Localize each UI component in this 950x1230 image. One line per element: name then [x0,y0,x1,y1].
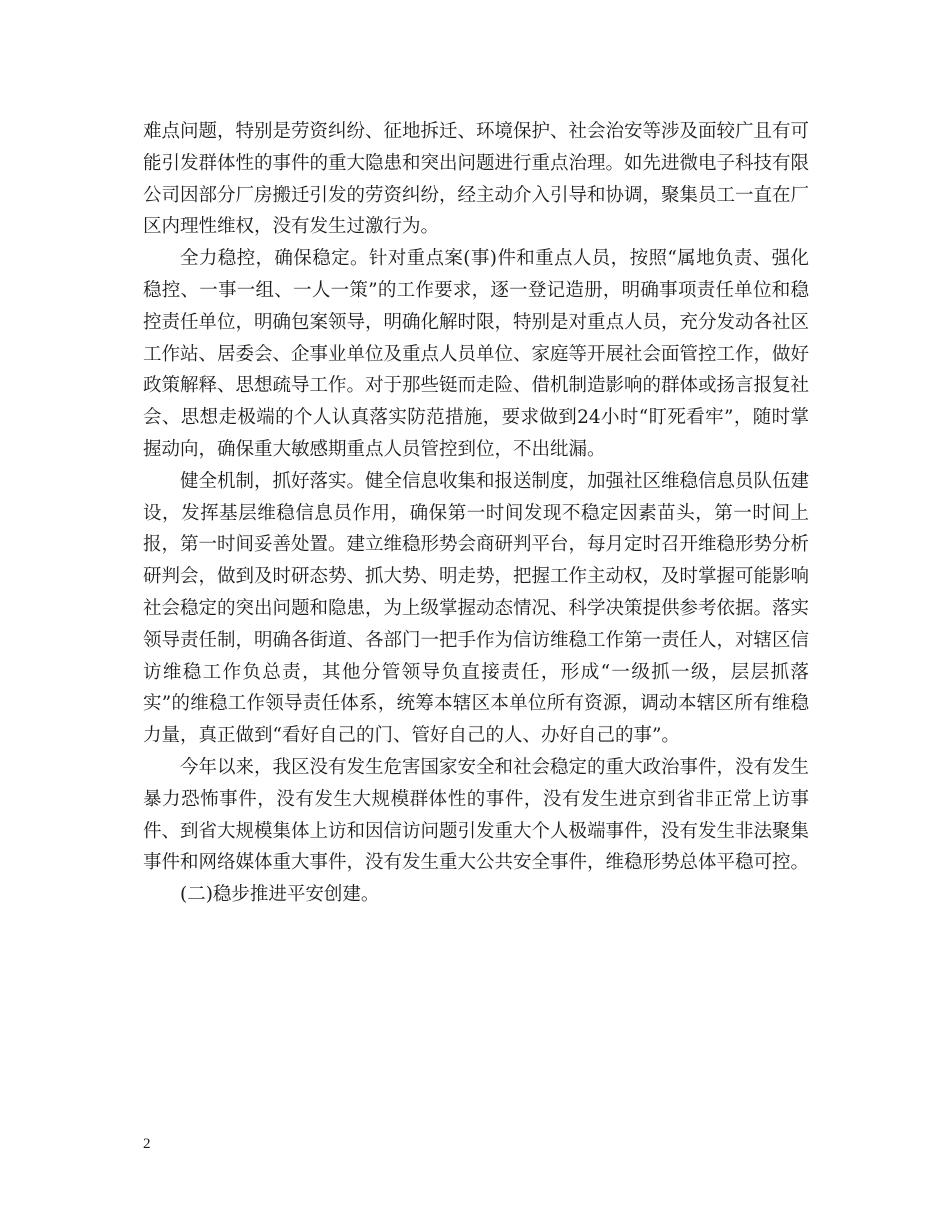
section-heading: (二)稳步推进平安创建。 [180,884,380,906]
document-body [143,116,809,911]
paragraph-3: 健全机制，抓好落实。健全信息收集和报送制度，加强社区维稳信息员队伍建设，发挥基层维稳信息员作用，确保第一时间发现不稳定因素苗头，第一时间上报，第一时间妥善处置。建立维稳形势会商研判平台，每月定时召开维稳形势分析研判会，做到及时研态势、抓大势、明走势，把握工作主动权，及时掌握可能影响社会稳定的突出问题和隐患，为上级掌握动态情况、科学决策提供参考依据。落实领导责任制，明确各街道、各部门一把手作为信访维稳工作第一责任人，对辖区信访维稳工作负总责，其他分管领导负直接责任，形成“一级抓一级，层层抓落实”的维稳工作领导责任体系，统筹本辖区本单位所有资源，调动本辖区所有维稳力量，真正做到“看好自己的门、管好自己的人、办好自己的事”。 [143,470,810,747]
paragraph-2: 全力稳控，确保稳定。针对重点案(事)件和重点人员，按照“属地负责、强化稳控、一事一组、一人一策”的工作要求，逐一登记造册，明确事项责任单位和稳控责任单位，明确包案领导，明确化解时限，特别是对重点人员，充分发动各社区工作站、居委会、企事业单位及重点人员单位、家庭等开展社会面管控工作，做好政策解释、思想疏导工作。对于那些铤而走险、借机制造影响的群体或扬言报复社会、思想走极端的个人认真落实防范措施，要求做到24小时“盯死看牢”，随时掌握动向，确保重大敏感期重点人员管控到位，不出纰漏。 [143,248,810,460]
page-number: 2 [143,1136,151,1152]
paragraph-1: 难点问题，特别是劳资纠纷、征地拆迁、环境保护、社会治安等涉及面较广且有可能引发群体性的事件的重大隐患和突出问题进行重点治理。如先进微电子科技有限公司因部分厂房搬迁引发的劳资纠纷，经主动介入引导和协调，聚集员工一直在厂区内理性维权，没有发生过激行为。 [143,121,810,238]
paragraph-4: 今年以来，我区没有发生危害国家安全和社会稳定的重大政治事件，没有发生暴力恐怖事件，没有发生大规模群体性的事件，没有发生进京到省非正常上访事件、到省大规模集体上访和因信访问题引发重大个人极端事件，没有发生非法聚集事件和网络媒体重大事件，没有发生重大公共安全事件，维稳形势总体平稳可控。 [143,756,810,874]
